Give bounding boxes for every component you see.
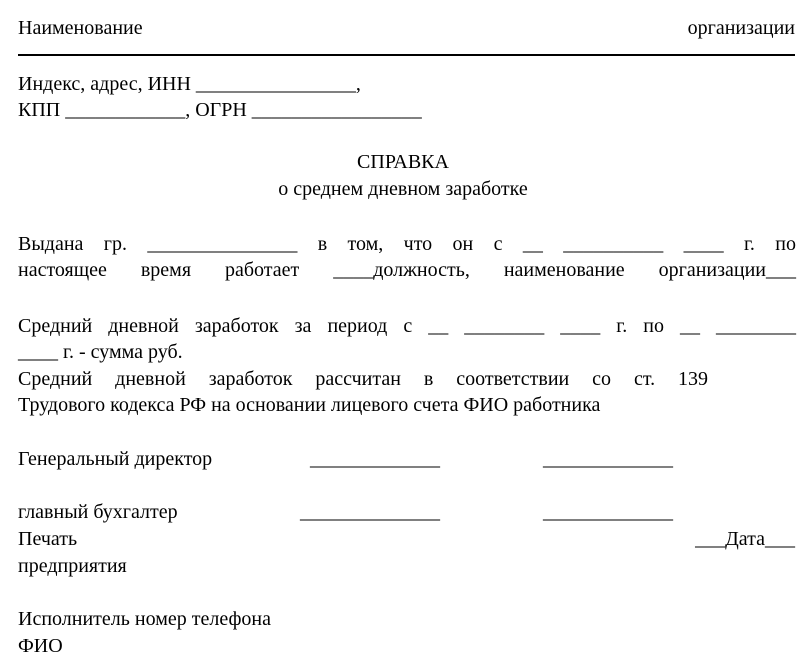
kpp-ogrn-line: КПП ____________, ОГРН _________________ xyxy=(18,99,422,121)
director-label: Генеральный директор xyxy=(18,448,213,470)
director-name-blank: _____________ xyxy=(543,448,673,470)
accountant-label: главный бухгалтер xyxy=(18,501,178,523)
address-line: Индекс, адрес, ИНН ________________, xyxy=(18,73,361,95)
document-subtitle: о среднем дневном заработке xyxy=(278,178,528,200)
period-line-2: ____ г. - сумма руб. xyxy=(18,341,183,363)
accountant-name-blank: _____________ xyxy=(543,501,673,523)
period-line-1: Средний дневной заработок за период с __ ________ ____ г. по __ ________ xyxy=(18,315,796,337)
director-signature-blank: _____________ xyxy=(310,448,440,470)
calc-line-2: Трудового кодекса РФ на основании лицевого счета ФИО работника xyxy=(18,394,601,416)
org-name-label-left: Наименование xyxy=(18,17,143,39)
date-label: ___Дата___ xyxy=(695,528,795,550)
accountant-signature-blank: ______________ xyxy=(300,501,440,523)
stamp-label: Печать xyxy=(18,528,78,550)
fio-line: ФИО xyxy=(18,635,63,657)
executor-line: Исполнитель номер телефона xyxy=(18,608,271,630)
header-divider xyxy=(18,54,795,56)
issued-line-2: настоящее время работает ____должность, наименование организации___ xyxy=(18,259,796,281)
issued-line-1: Выдана гр. _______________ в том, что он с __ __________ ____ г. по xyxy=(18,233,796,255)
stamp-label-2: предприятия xyxy=(18,555,127,577)
org-name-label-right: организации xyxy=(687,17,795,39)
document-title: СПРАВКА xyxy=(357,151,449,173)
calc-line-1: Средний дневной заработок рассчитан в соответствии со ст. 139 xyxy=(18,368,708,390)
